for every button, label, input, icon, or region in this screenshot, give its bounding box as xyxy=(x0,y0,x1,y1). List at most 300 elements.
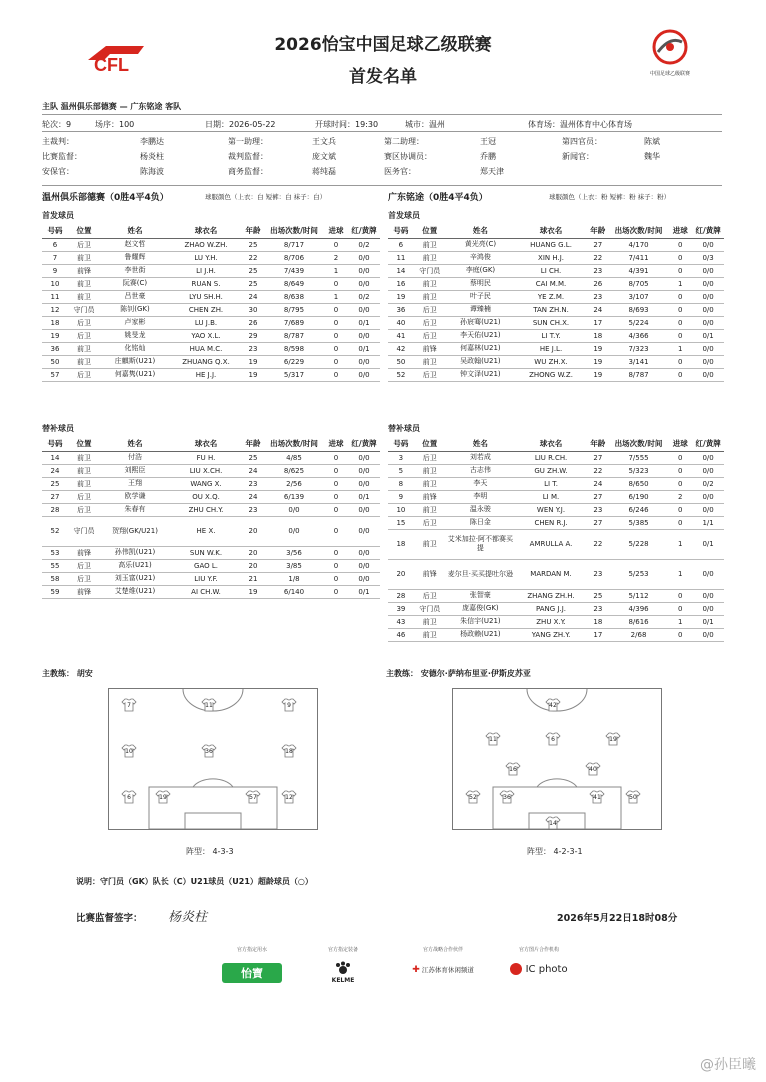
table-cell: 李天 xyxy=(446,477,515,490)
table-cell: 58 xyxy=(42,572,68,585)
table-cell: 6 xyxy=(388,238,414,251)
table-cell: 前锋 xyxy=(414,490,446,503)
column-header: 出场次数/时间 xyxy=(609,437,669,451)
table-row xyxy=(388,602,724,615)
table-cell: 0/0 xyxy=(348,355,380,368)
table-cell: 后卫 xyxy=(414,368,446,381)
table-cell: 5/228 xyxy=(609,529,669,559)
player-shirt-icon xyxy=(121,790,137,804)
table-cell: ZHANG ZH.H. xyxy=(515,589,587,602)
shirt-number: 52 xyxy=(469,794,477,801)
table-row xyxy=(42,490,380,503)
shirt-number: 11 xyxy=(205,702,213,709)
table-cell: 鲁耀辉 xyxy=(100,251,170,264)
table-cell: 0/0 xyxy=(692,559,724,589)
table-cell: 12 xyxy=(42,303,68,316)
table-cell: 6/139 xyxy=(264,490,324,503)
table-cell: 0/0 xyxy=(692,602,724,615)
table-cell: 10 xyxy=(42,277,68,290)
official-name: 陈斌 xyxy=(644,137,660,146)
table-cell: 何嘉林(U21) xyxy=(446,342,515,355)
table-cell: 0/2 xyxy=(348,290,380,303)
table-cell: 53 xyxy=(42,546,68,559)
home-kit-colors: 球服颜色（上衣：白 短裤：白 袜子：白） xyxy=(205,193,327,201)
table-cell: 0 xyxy=(668,503,692,516)
table-cell: 4/366 xyxy=(609,329,669,342)
table-row xyxy=(388,477,724,490)
table-cell: 27 xyxy=(42,490,68,503)
table-cell: 前卫 xyxy=(414,477,446,490)
table-cell: 0/0 xyxy=(348,572,380,585)
table-cell: 0/3 xyxy=(692,251,724,264)
column-header: 姓名 xyxy=(100,437,170,451)
table-cell: 41 xyxy=(388,329,414,342)
player-shirt-icon xyxy=(155,790,171,804)
table-cell: OU X.Q. xyxy=(170,490,242,503)
table-cell: ZHU CH.Y. xyxy=(170,503,242,516)
column-header: 姓名 xyxy=(100,224,170,238)
table-cell: 8/795 xyxy=(264,303,324,316)
round-info: 轮次：9 xyxy=(42,120,72,129)
table-cell: 8/650 xyxy=(609,477,669,490)
table-row xyxy=(388,290,724,303)
column-header: 红/黄牌 xyxy=(692,224,724,238)
table-cell: 19 xyxy=(587,342,609,355)
table-cell: 前卫 xyxy=(68,464,100,477)
table-cell: 0/2 xyxy=(692,477,724,490)
table-cell: 0/0 xyxy=(692,238,724,251)
table-cell: 5/323 xyxy=(609,464,669,477)
column-header: 进球 xyxy=(668,437,692,451)
table-cell: 22 xyxy=(587,464,609,477)
table-cell: GAO L. xyxy=(170,559,242,572)
table-row xyxy=(42,516,380,546)
player-shirt-icon xyxy=(121,744,137,758)
table-cell: 16 xyxy=(388,277,414,290)
player-shirt-icon xyxy=(589,790,605,804)
player-shirt-icon xyxy=(585,762,601,776)
away-coach: 主教练： 安德尔·萨纳布里亚·伊斯皮苏亚 xyxy=(386,669,531,678)
table-cell: 古志伟 xyxy=(446,464,515,477)
table-cell: 0/0 xyxy=(692,303,724,316)
table-cell: 前锋 xyxy=(68,585,100,598)
sponsor-jiangsu: 官方战略合作伙伴 ✚ 江苏体育休闲频道 xyxy=(412,947,474,975)
player-shirt-icon xyxy=(545,816,561,830)
table-row xyxy=(42,342,380,355)
table-cell: ZHUANG Q.X. xyxy=(170,355,242,368)
table-row xyxy=(42,290,380,303)
column-header: 号码 xyxy=(388,224,414,238)
column-header: 进球 xyxy=(324,224,348,238)
table-cell: AMRULLA A. xyxy=(515,529,587,559)
table-cell: 0/0 xyxy=(348,277,380,290)
home-team-title: 温州俱乐部德赛（0胜4平4负） xyxy=(42,193,169,203)
table-cell: 0 xyxy=(668,238,692,251)
table-cell: 0/0 xyxy=(348,546,380,559)
table-cell: 6 xyxy=(42,238,68,251)
table-cell: 21 xyxy=(242,572,264,585)
shirt-number: 42 xyxy=(549,702,557,709)
table-cell: 守门员 xyxy=(414,264,446,277)
official-label: 比赛监督： xyxy=(42,152,82,161)
table-cell: 0 xyxy=(324,546,348,559)
table-cell: SUN CH.X. xyxy=(515,316,587,329)
table-cell: 19 xyxy=(587,355,609,368)
player-shirt-icon xyxy=(201,744,217,758)
table-cell: 庄麒斯(U21) xyxy=(100,355,170,368)
table-cell: 前卫 xyxy=(68,342,100,355)
table-cell: 20 xyxy=(242,516,264,546)
table-row xyxy=(42,451,380,464)
official-label: 裁判监督： xyxy=(228,152,268,161)
table-cell: 1 xyxy=(324,290,348,303)
table-cell: WEN Y.J. xyxy=(515,503,587,516)
table-cell: 24 xyxy=(587,303,609,316)
table-cell: 23 xyxy=(587,602,609,615)
table-cell: 0/0 xyxy=(692,490,724,503)
table-cell: 18 xyxy=(42,316,68,329)
table-cell: 24 xyxy=(242,464,264,477)
column-header: 位置 xyxy=(414,437,446,451)
away-starters-table xyxy=(388,224,724,382)
table-cell: 0/0 xyxy=(692,503,724,516)
official-name: 李鹏达 xyxy=(140,137,164,146)
table-cell: YANG ZH.Y. xyxy=(515,628,587,641)
table-cell: 后卫 xyxy=(414,516,446,529)
table-cell: 0 xyxy=(324,490,348,503)
table-row xyxy=(388,238,724,251)
table-cell: 4/391 xyxy=(609,264,669,277)
table-header-row xyxy=(388,437,724,451)
table-row xyxy=(42,251,380,264)
channel-icon: ✚ xyxy=(412,965,420,975)
official-label: 第一助理： xyxy=(228,137,268,146)
shirt-number: 6 xyxy=(127,794,131,801)
table-cell: 前卫 xyxy=(414,628,446,641)
table-row xyxy=(42,464,380,477)
table-cell: SUN W.K. xyxy=(170,546,242,559)
table-cell: 52 xyxy=(388,368,414,381)
official-name: 乔鹏 xyxy=(480,152,496,161)
player-shirt-icon xyxy=(281,698,297,712)
table-cell: CHEN ZH. xyxy=(170,303,242,316)
official-label: 赛区协调员： xyxy=(384,152,432,161)
table-cell: 阮赛(C) xyxy=(100,277,170,290)
table-cell: 14 xyxy=(388,264,414,277)
table-cell: ZHAO W.ZH. xyxy=(170,238,242,251)
official-label: 新闻官： xyxy=(562,152,594,161)
home-formation: 阵型： 4-3-3 xyxy=(186,847,234,856)
table-cell: 0/1 xyxy=(348,585,380,598)
city-info: 城市：温州 xyxy=(405,120,445,129)
table-row xyxy=(42,503,380,516)
table-cell: 19 xyxy=(242,368,264,381)
page-title: 2026怡宝中国足球乙级联赛 xyxy=(274,35,492,55)
table-row xyxy=(388,490,724,503)
table-cell: 15 xyxy=(388,516,414,529)
table-cell: 7/555 xyxy=(609,451,669,464)
table-cell: 李庭(GK) xyxy=(446,264,515,277)
table-cell: 0 xyxy=(324,572,348,585)
table-cell: 0/0 xyxy=(692,368,724,381)
table-cell: 前卫 xyxy=(414,503,446,516)
table-row xyxy=(388,464,724,477)
table-cell: 1 xyxy=(668,342,692,355)
table-cell: 0/1 xyxy=(348,490,380,503)
table-cell: LI T. xyxy=(515,477,587,490)
table-cell: TAN ZH.N. xyxy=(515,303,587,316)
table-cell: 0 xyxy=(324,516,348,546)
table-row xyxy=(388,503,724,516)
table-row xyxy=(388,368,724,381)
table-cell: 吕世豪 xyxy=(100,290,170,303)
table-row xyxy=(388,589,724,602)
supervisor-signature: 杨炎柱 xyxy=(168,910,208,925)
table-cell: 前锋 xyxy=(68,546,100,559)
table-cell: 6/190 xyxy=(609,490,669,503)
table-cell: 0 xyxy=(324,368,348,381)
table-cell: 6/140 xyxy=(264,585,324,598)
table-cell: 0 xyxy=(668,602,692,615)
table-cell: 3/56 xyxy=(264,546,324,559)
table-cell: 0/0 xyxy=(692,264,724,277)
table-cell: CAI M.M. xyxy=(515,277,587,290)
table-cell: 19 xyxy=(42,329,68,342)
away-kit-colors: 球服颜色（上衣：粉 短裤：粉 袜子：粉） xyxy=(549,193,671,201)
table-row xyxy=(388,516,724,529)
table-cell: 36 xyxy=(388,303,414,316)
official-name: 郑天津 xyxy=(480,167,504,176)
table-cell: 6/246 xyxy=(609,503,669,516)
table-cell: 0/1 xyxy=(692,329,724,342)
table-cell: 钟文泽(U21) xyxy=(446,368,515,381)
table-cell: 0 xyxy=(324,585,348,598)
table-cell: LI T.Y. xyxy=(515,329,587,342)
official-label: 安保官： xyxy=(42,167,74,176)
player-shirt-icon xyxy=(201,698,217,712)
shirt-number: 14 xyxy=(549,820,557,827)
table-cell: 0/0 xyxy=(348,264,380,277)
table-cell: 3/85 xyxy=(264,559,324,572)
table-cell: 23 xyxy=(587,264,609,277)
table-cell: 9 xyxy=(42,264,68,277)
table-cell: 22 xyxy=(587,251,609,264)
table-cell: 吴政翰(U21) xyxy=(446,355,515,368)
table-cell: 后卫 xyxy=(68,329,100,342)
official-label: 第四官员： xyxy=(562,137,602,146)
table-cell: LU J.B. xyxy=(170,316,242,329)
player-shirt-icon xyxy=(545,698,561,712)
table-cell: 0 xyxy=(324,329,348,342)
table-cell: 0/0 xyxy=(348,477,380,490)
table-cell: 0 xyxy=(668,290,692,303)
table-row xyxy=(42,546,380,559)
column-header: 出场次数/时间 xyxy=(264,437,324,451)
table-cell: 前卫 xyxy=(68,251,100,264)
table-cell: XIN H.J. xyxy=(515,251,587,264)
table-cell: LYU SH.H. xyxy=(170,290,242,303)
table-cell: 46 xyxy=(388,628,414,641)
table-cell: 0/0 xyxy=(692,628,724,641)
shirt-number: 57 xyxy=(249,794,257,801)
sponsor-icphoto: 官方图片合作机构 IC photo xyxy=(504,946,574,975)
ic-icon xyxy=(510,963,522,975)
column-header: 出场次数/时间 xyxy=(609,224,669,238)
column-header: 红/黄牌 xyxy=(348,224,380,238)
column-header: 姓名 xyxy=(446,224,515,238)
table-cell: 40 xyxy=(388,316,414,329)
table-cell: 1/1 xyxy=(692,516,724,529)
table-cell: 前锋 xyxy=(414,559,446,589)
table-cell: 8/649 xyxy=(264,277,324,290)
column-header: 姓名 xyxy=(446,437,515,451)
away-team-title: 广东铭途（0胜4平4负） xyxy=(388,193,488,203)
table-row xyxy=(388,329,724,342)
table-cell: 贺翔(GK/U21) xyxy=(100,516,170,546)
table-cell: 0/0 xyxy=(692,355,724,368)
table-cell: 14 xyxy=(42,451,68,464)
table-cell: 刘熙臣 xyxy=(100,464,170,477)
table-cell: 何嘉隽(U21) xyxy=(100,368,170,381)
table-cell: 28 xyxy=(42,503,68,516)
table-cell: 后卫 xyxy=(68,368,100,381)
table-cell: 守门员 xyxy=(414,602,446,615)
kelme-paw-icon xyxy=(335,961,351,975)
column-header: 号码 xyxy=(42,224,68,238)
table-cell: HUA M.C. xyxy=(170,342,242,355)
table-row xyxy=(42,316,380,329)
table-cell: 23 xyxy=(242,477,264,490)
column-header: 球衣名 xyxy=(170,224,242,238)
table-cell: 0 xyxy=(668,264,692,277)
table-cell: 3 xyxy=(388,451,414,464)
column-header: 球衣名 xyxy=(170,437,242,451)
table-cell: 0/0 xyxy=(348,368,380,381)
table-cell: 52 xyxy=(42,516,68,546)
table-cell: 后卫 xyxy=(68,490,100,503)
table-cell: 30 xyxy=(242,303,264,316)
table-cell: 22 xyxy=(587,529,609,559)
table-cell: 蔡明民 xyxy=(446,277,515,290)
player-shirt-icon xyxy=(465,790,481,804)
table-cell: 26 xyxy=(587,277,609,290)
table-cell: 4/85 xyxy=(264,451,324,464)
table-cell: 后卫 xyxy=(414,303,446,316)
table-cell: 0 xyxy=(324,303,348,316)
table-cell: 8/625 xyxy=(264,464,324,477)
table-cell: 25 xyxy=(42,477,68,490)
table-cell: 8/598 xyxy=(264,342,324,355)
table-cell: 50 xyxy=(42,355,68,368)
table-cell: 36 xyxy=(42,342,68,355)
sign-timestamp: 2026年5月22日18时08分 xyxy=(557,913,678,924)
kickoff-info: 开球时间：19:30 xyxy=(315,120,379,129)
table-cell: 0 xyxy=(668,451,692,464)
table-cell: 7/411 xyxy=(609,251,669,264)
table-cell: 25 xyxy=(242,277,264,290)
table-cell: YE Z.M. xyxy=(515,290,587,303)
table-row xyxy=(42,303,380,316)
table-cell: 24 xyxy=(242,290,264,303)
official-name: 王冠 xyxy=(480,137,496,146)
table-cell: 1 xyxy=(668,615,692,628)
column-header: 出场次数/时间 xyxy=(264,224,324,238)
table-cell: ZHU X.Y. xyxy=(515,615,587,628)
table-cell: 0 xyxy=(324,477,348,490)
legend-note: 说明：守门员（GK）队长（C）U21球员（U21）超龄球员（○） xyxy=(76,877,313,886)
table-cell: 8/787 xyxy=(609,368,669,381)
table-row xyxy=(388,251,724,264)
table-cell: WU ZH.X. xyxy=(515,355,587,368)
table-cell: 后卫 xyxy=(414,316,446,329)
column-header: 年龄 xyxy=(587,224,609,238)
table-cell: 20 xyxy=(242,546,264,559)
table-cell: 0/0 xyxy=(348,251,380,264)
table-cell: 0/0 xyxy=(348,329,380,342)
table-cell: 0 xyxy=(324,316,348,329)
table-cell: 0 xyxy=(668,368,692,381)
table-cell: 守门员 xyxy=(68,516,100,546)
away-subs-table xyxy=(388,437,724,642)
home-formation-pitch xyxy=(108,688,318,830)
table-cell: 0/0 xyxy=(348,516,380,546)
table-row xyxy=(388,316,724,329)
table-cell: 5/112 xyxy=(609,589,669,602)
table-row xyxy=(388,277,724,290)
table-header-row xyxy=(388,224,724,238)
player-shirt-icon xyxy=(499,790,515,804)
table-cell: 刘若成 xyxy=(446,451,515,464)
shirt-number: 40 xyxy=(589,766,597,773)
table-header-row xyxy=(42,224,380,238)
table-cell: 4/170 xyxy=(609,238,669,251)
table-cell: 前卫 xyxy=(414,277,446,290)
table-row xyxy=(388,529,724,559)
emblem-text: 中国足球乙级联赛 xyxy=(649,71,690,77)
table-cell: 庞嘉俊(GK) xyxy=(446,602,515,615)
table-cell: 前卫 xyxy=(414,615,446,628)
table-cell: 0/0 xyxy=(692,464,724,477)
column-header: 号码 xyxy=(42,437,68,451)
official-label: 主裁判： xyxy=(42,137,74,146)
table-cell: 0 xyxy=(668,329,692,342)
table-row xyxy=(42,355,380,368)
table-cell: 谭臻楠 xyxy=(446,303,515,316)
table-cell: 0 xyxy=(324,238,348,251)
column-header: 球衣名 xyxy=(515,224,587,238)
column-header: 年龄 xyxy=(242,224,264,238)
table-cell: LI CH. xyxy=(515,264,587,277)
table-cell: 0 xyxy=(324,355,348,368)
table-cell: YAO X.L. xyxy=(170,329,242,342)
player-shirt-icon xyxy=(121,698,137,712)
shirt-number: 11 xyxy=(489,736,497,743)
table-cell: 4/396 xyxy=(609,602,669,615)
table-cell: HE X. xyxy=(170,516,242,546)
shirt-number: 16 xyxy=(509,766,517,773)
table-cell: 39 xyxy=(388,602,414,615)
away-starters-label: 首发球员 xyxy=(388,211,420,220)
table-cell: 8/638 xyxy=(264,290,324,303)
table-cell: 0/0 xyxy=(264,503,324,516)
table-cell: ZHONG W.Z. xyxy=(515,368,587,381)
table-cell: 27 xyxy=(587,490,609,503)
table-cell: 孙伟凯(U21) xyxy=(100,546,170,559)
table-cell: 前卫 xyxy=(414,290,446,303)
table-cell: HE J.J. xyxy=(170,368,242,381)
table-cell: LIU X.CH. xyxy=(170,464,242,477)
table-row xyxy=(42,238,380,251)
